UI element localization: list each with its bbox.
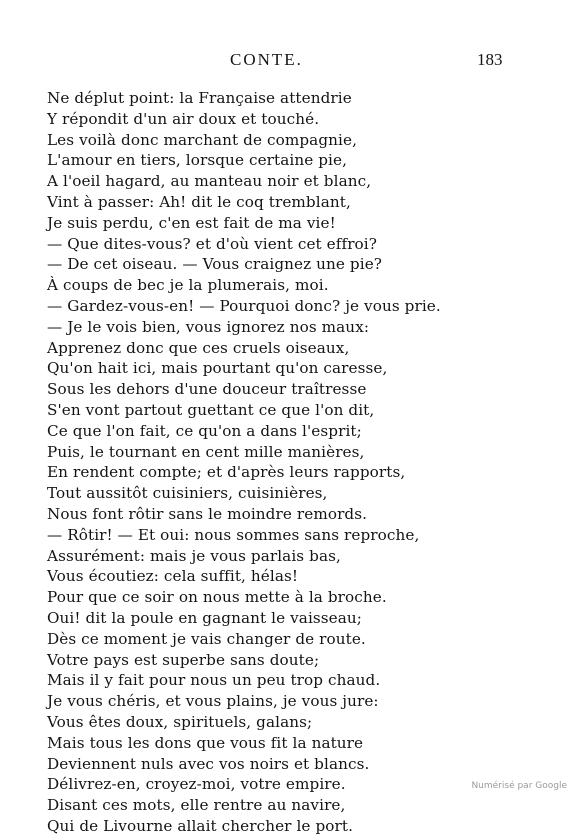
verse-line: Sous les dehors d'une douceur traîtresse <box>47 380 367 399</box>
verse-line: Qui de Livourne allait chercher le port. <box>47 816 353 835</box>
verse-line: Tout aussitôt cuisiniers, cuisinières, <box>47 484 328 503</box>
verse-line: En rendent compte; et d'après leurs rapports, <box>47 463 406 482</box>
verse-line: Disant ces mots, elle rentre au navire, <box>47 796 346 815</box>
google-watermark: Numérisé par Google <box>471 781 567 791</box>
running-head <box>0 50 575 74</box>
verse-line: Votre pays est superbe sans doute; <box>47 650 320 669</box>
verse-line: — Rôtir! — Et oui: nous sommes sans reproche, <box>47 525 420 544</box>
verse-line: — Je le vois bien, vous ignorez nos maux: <box>47 317 370 336</box>
poem-text <box>47 88 527 837</box>
verse-line: Je vous chéris, et vous plains, je vous jure: <box>47 692 379 711</box>
verse-line: — De cet oiseau. — Vous craignez une pie? <box>47 255 383 274</box>
verse-line: A l'oeil hagard, au manteau noir et blanc, <box>47 172 372 191</box>
verse-line: Oui! dit la poule en gagnant le vaisseau; <box>47 608 363 627</box>
verse-line: Assurément: mais je vous parlais bas, <box>47 546 341 565</box>
verse-line: — Gardez-vous-en! — Pourquoi donc? je vous prie. <box>47 296 441 315</box>
verse-line: Dès ce moment je vais changer de route. <box>47 629 366 648</box>
running-title: CONTE. <box>230 50 303 69</box>
verse-line: Pour que ce soir on nous mette à la broche. <box>47 588 387 607</box>
verse-line: À coups de bec je la plumerais, moi. <box>47 276 329 295</box>
verse-line: Les voilà donc marchant de compagnie, <box>47 130 358 149</box>
verse-line: Délivrez-en, croyez-moi, votre empire. <box>47 775 346 794</box>
verse-line: Apprenez donc que ces cruels oiseaux, <box>47 338 350 357</box>
verse-line: Je suis perdu, c'en est fait de ma vie! <box>47 213 336 232</box>
verse-line: Mais tous les dons que vous fit la nature <box>47 733 364 752</box>
verse-line: Y répondit d'un air doux et touché. <box>47 109 320 128</box>
verse-line: S'en vont partout guettant ce que l'on dit, <box>47 400 375 419</box>
verse-line: — Que dites-vous? et d'où vient cet effroi? <box>47 234 377 253</box>
verse-line: Vous écoutiez: cela suffit, hélas! <box>47 567 299 586</box>
verse-line: Qu'on hait ici, mais pourtant qu'on caresse, <box>47 359 388 378</box>
verse-line: Vint à passer: Ah! dit le coq tremblant, <box>47 192 351 211</box>
verse-line: Deviennent nuls avec vos noirs et blancs. <box>47 754 370 773</box>
verse-line: Mais il y fait pour nous un peu trop chaud. <box>47 671 381 690</box>
verse-line: Puis, le tournant en cent mille manières, <box>47 442 365 461</box>
verse-line: L'amour en tiers, lorsque certaine pie, <box>47 151 348 170</box>
verse-line: Ne déplut point: la Française attendrie <box>47 89 352 107</box>
verse-line: Vous êtes doux, spirituels, galans; <box>47 712 313 731</box>
verse-line: Nous font rôtir sans le moindre remords. <box>47 504 368 523</box>
page-number: 183 <box>477 50 503 69</box>
verse-line: Ce que l'on fait, ce qu'on a dans l'esprit; <box>47 421 362 440</box>
